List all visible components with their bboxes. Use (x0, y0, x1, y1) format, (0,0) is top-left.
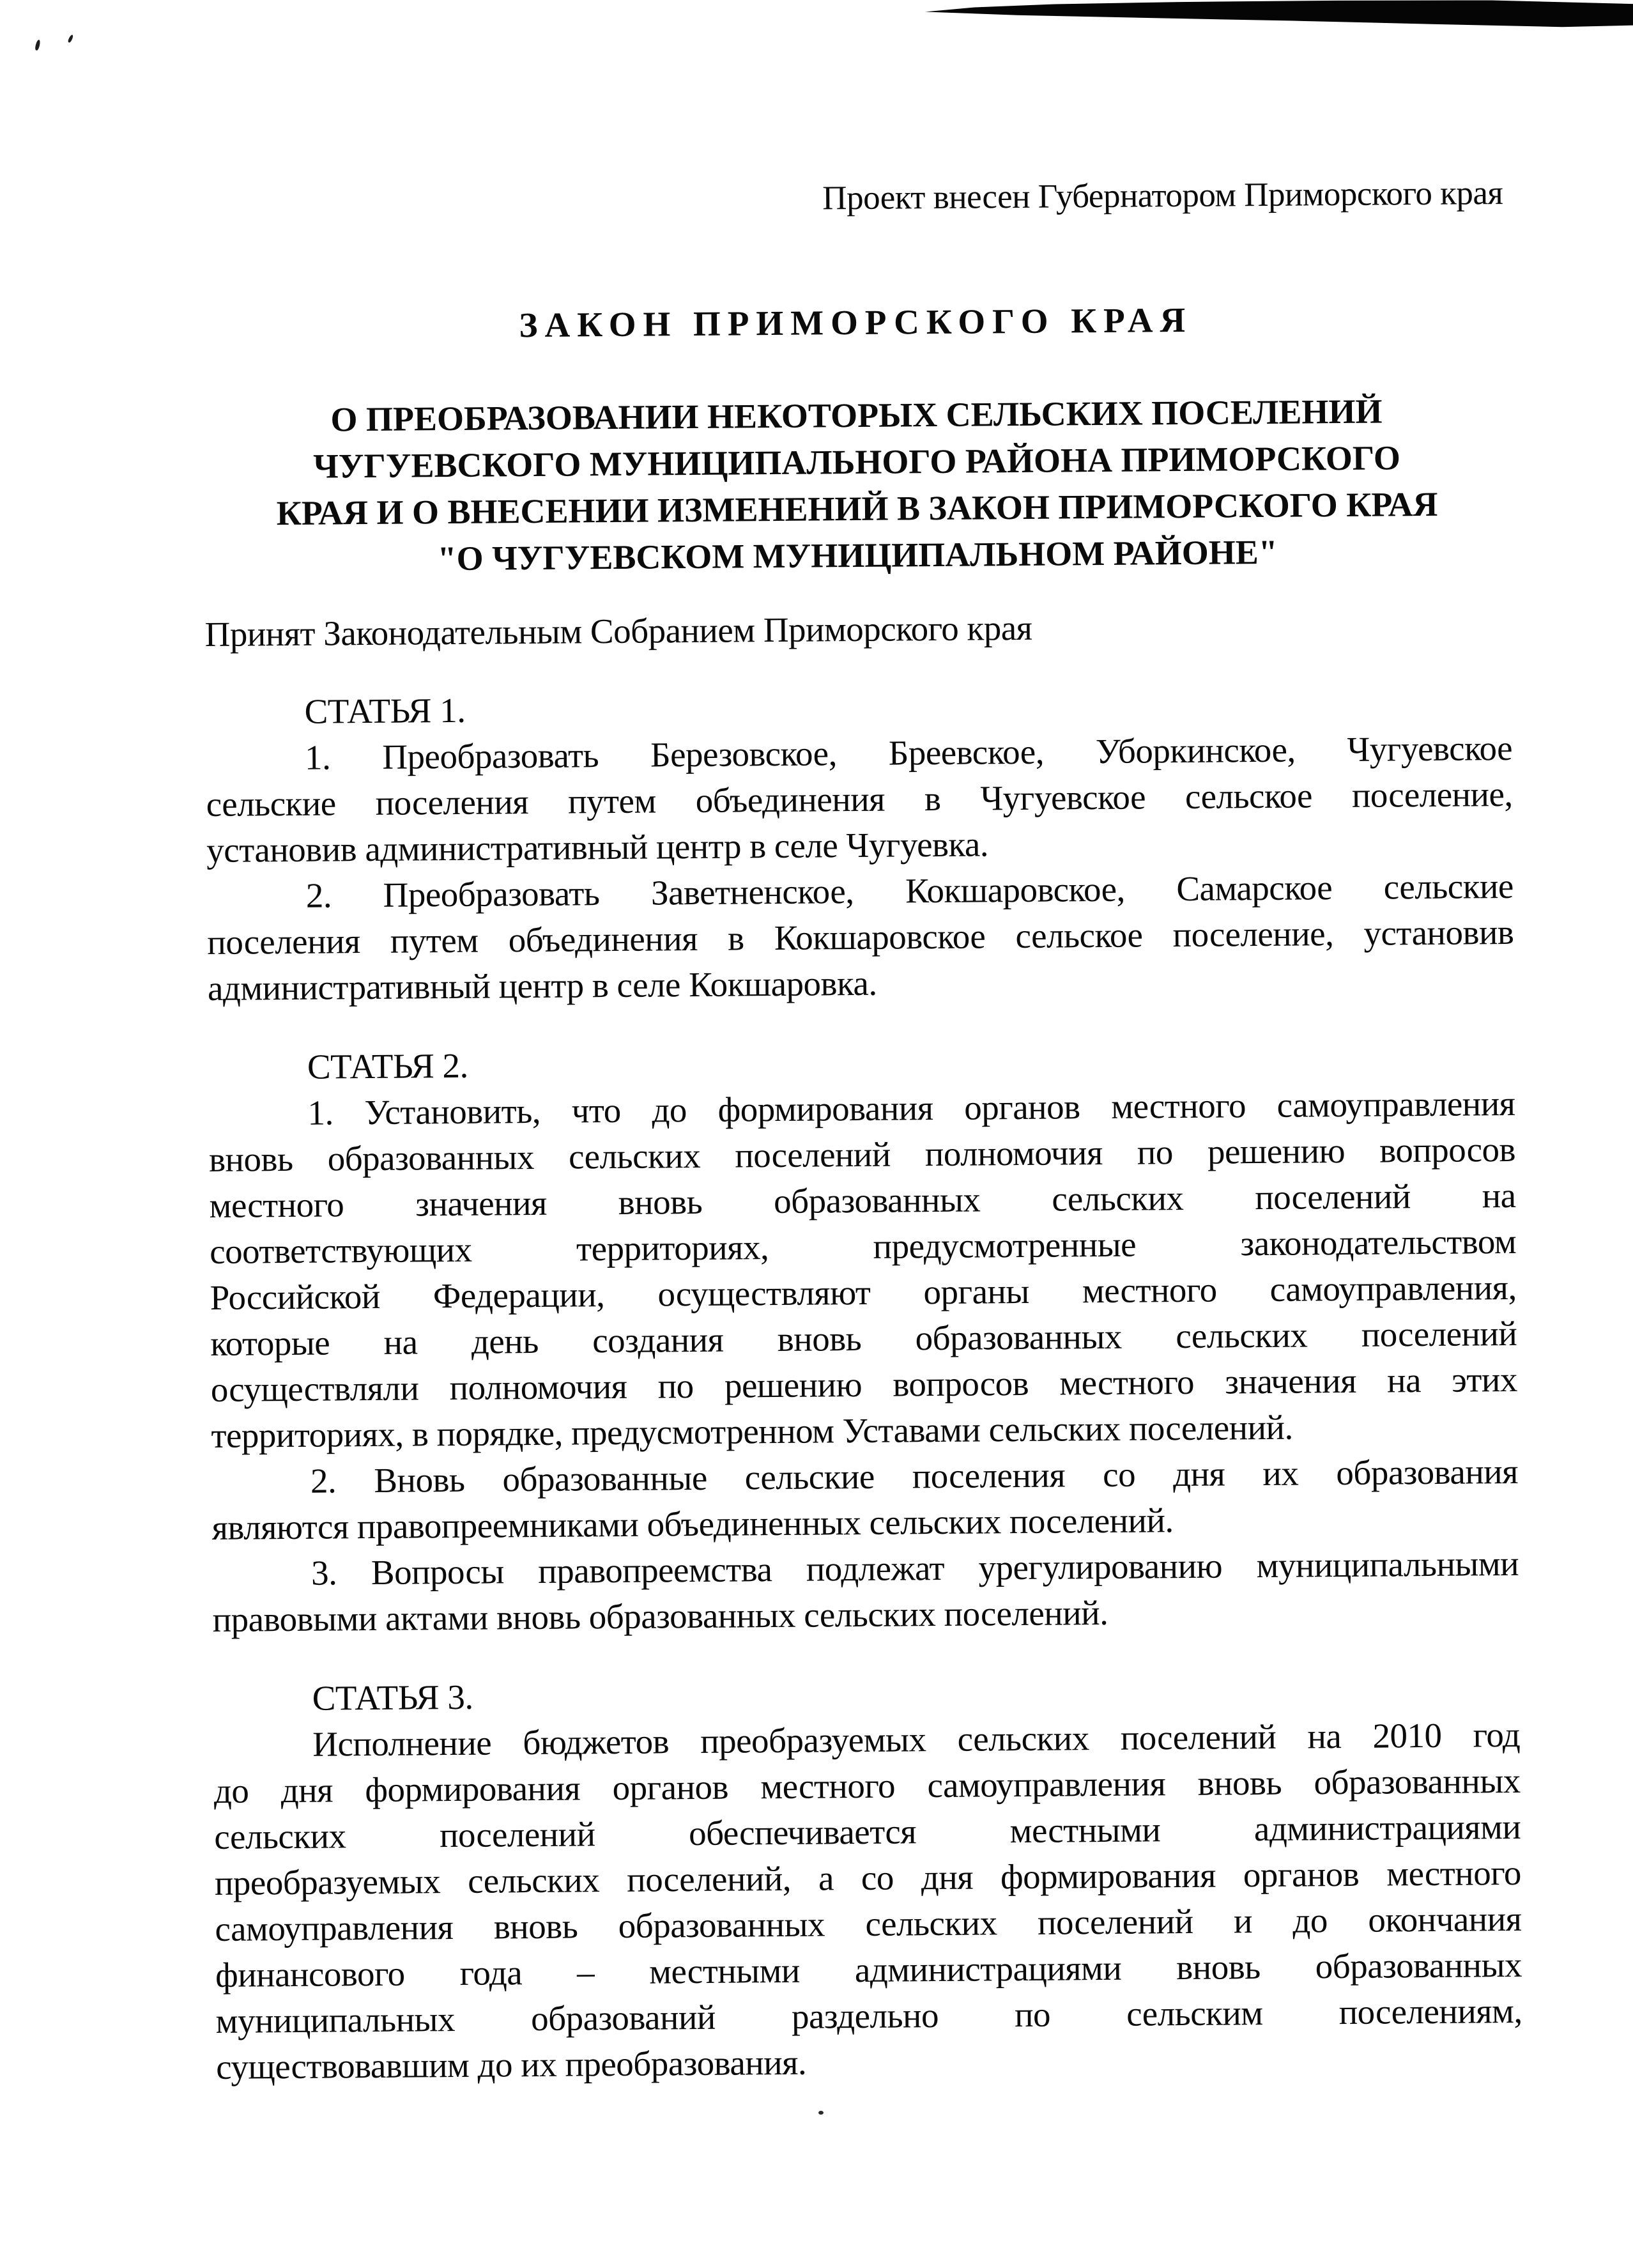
text-line: 2. Преобразовать Заветненское, Кокшаровское, Самарское сельские (305, 866, 1514, 915)
text-line: Исполнение бюджетов преобразуемых сельских поселений на 2010 год (312, 1715, 1521, 1764)
text-line: установив административный центр в селе Чугуевка. (206, 824, 989, 870)
text-line: сельских поселений обеспечивается местными администрациями (214, 1807, 1521, 1856)
text-line: поселения путем объединения в Кокшаровское сельское поселение, установив (207, 912, 1514, 962)
law-subtitle-line-1: О ПРЕОБРАЗОВАНИИ НЕКОТОРЫХ СЕЛЬСКИХ ПОСЕЛЕНИЙ (330, 392, 1383, 439)
adopted-line: Принят Законодательным Собранием Приморского края (204, 608, 1032, 654)
text-line: осуществляли полномочия по решению вопросов местного значения на этих (210, 1359, 1518, 1409)
text-line: территориях, в порядке, предусмотренном Уставами сельских поселений. (211, 1407, 1293, 1455)
law-subtitle (203, 387, 1511, 584)
text-line: до дня формирования органов местного самоуправления вновь образованных (213, 1761, 1521, 1810)
article-1-paragraph-1 (206, 725, 1514, 874)
text-line: сельские поселения путем объединения в Чугуевское сельское поселение, (206, 774, 1513, 824)
text-line: правовыми актами вновь образованных сельских поселений. (212, 1593, 1108, 1639)
article-2-paragraph-2 (211, 1449, 1519, 1551)
article-2-paragraph-1 (208, 1081, 1517, 1459)
text-line: существовавшим до их преобразования. (215, 2042, 807, 2087)
stamp-line: Проект внесен Губернатором Приморского края (822, 174, 1503, 217)
law-subtitle-line-4: "О ЧУГУЕВСКОМ МУНИЦИПАЛЬНОМ РАЙОНЕ" (437, 532, 1278, 578)
text-line: финансового года – местными администрациями вновь образованных (215, 1945, 1522, 1994)
text-line: 2. Вновь образованные сельские поселения со дня их образования (310, 1451, 1519, 1500)
text-line: 3. Вопросы правопреемства подлежат урегулированию муниципальными (310, 1543, 1519, 1593)
text-line: вновь образованных сельских поселений полномочия по решению вопросов (208, 1129, 1516, 1179)
text-line: являются правопреемниками объединенных сельских поселений. (211, 1500, 1174, 1547)
text-line: муниципальных образований раздельно по сельским поселениям, (215, 1991, 1522, 2040)
text-line: преобразуемых сельских поселений, а со дня формирования органов местного (214, 1853, 1522, 1902)
article-3 (213, 1666, 1522, 2090)
text-line: 1. Установить, что до формирования органов местного самоуправления (307, 1083, 1515, 1132)
article-1-paragraph-2 (207, 863, 1515, 1012)
ink-speck (34, 40, 41, 51)
ink-speck (67, 35, 73, 43)
article-3-heading: СТАТЬЯ 3. (312, 1677, 473, 1718)
law-title: ЗАКОН ПРИМОРСКОГО КРАЯ (519, 300, 1193, 345)
text-line: местного значения вновь образованных сельских поселений на (209, 1175, 1516, 1225)
text-line: 1. Преобразовать Березовское, Бреевское, Уборкинское, Чугуевское (304, 728, 1513, 777)
article-1 (205, 679, 1514, 1012)
article-3-paragraph-1 (213, 1712, 1522, 2090)
text-line: соответствующих территориях, предусмотренные законодательством (209, 1221, 1517, 1271)
text-line: которые на день создания вновь образованных сельских поселений (210, 1313, 1517, 1363)
stray-dot-artifact (818, 2111, 824, 2115)
text-line: административный центр в селе Кокшаровка. (207, 963, 877, 1008)
law-subtitle-line-2: ЧУГУЕВСКОГО МУНИЦИПАЛЬНОГО РАЙОНА ПРИМОРСКОГО (312, 438, 1401, 486)
text-line: Российской Федерации, осуществляют органы местного самоуправления, (210, 1267, 1517, 1317)
article-2 (208, 1035, 1519, 1643)
scan-streak-artifact (925, 0, 1633, 28)
article-1-heading: СТАТЬЯ 1. (304, 690, 466, 731)
article-2-paragraph-3 (212, 1541, 1519, 1643)
article-2-heading: СТАТЬЯ 2. (307, 1045, 469, 1086)
law-subtitle-line-3: КРАЯ И О ВНЕСЕНИИ ИЗМЕНЕНИЙ В ЗАКОН ПРИМОРСКОГО КРАЯ (276, 484, 1438, 533)
text-line: самоуправления вновь образованных сельских поселений и до окончания (215, 1899, 1522, 1948)
document-content (201, 170, 1522, 2090)
